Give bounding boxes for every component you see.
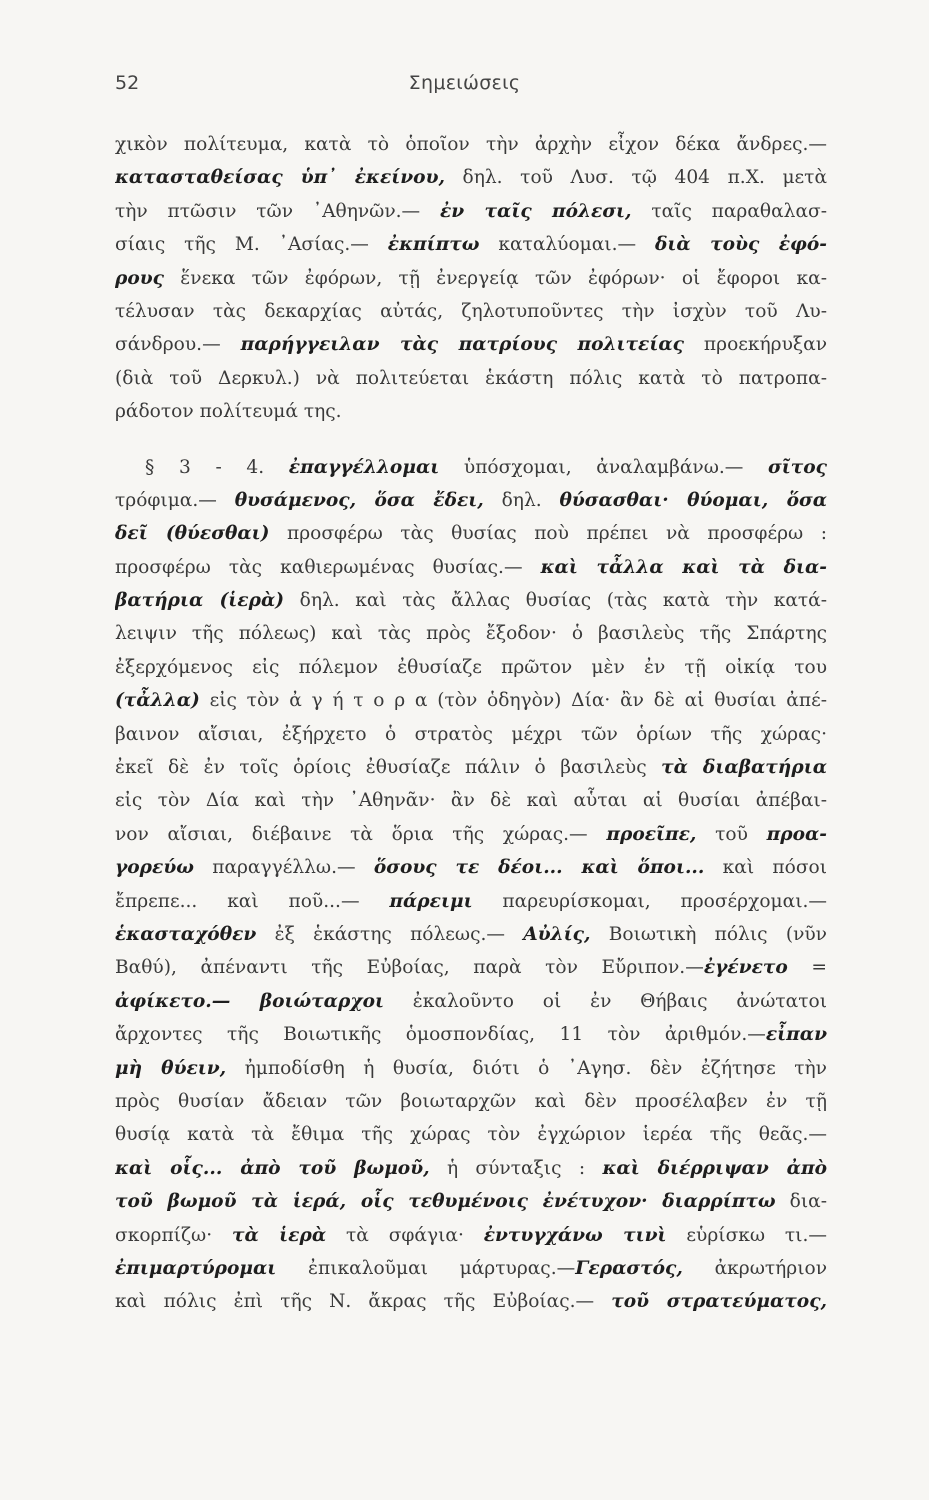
page-header xyxy=(115,72,814,102)
lemma-term: καὶ τἆλλα καὶ τὰ δια- xyxy=(540,556,827,578)
text-line xyxy=(115,161,827,194)
text-line xyxy=(115,851,827,884)
gloss-text: ἐπικαλοῦμαι μάρτυρας.— xyxy=(276,1257,576,1279)
gloss-text: προεκήρυξαν xyxy=(684,334,827,356)
text-line xyxy=(115,1085,827,1118)
gloss-text: τέλυσαν τὰς δεκαρχίας αὐτάς, ζηλοτυποῦντες τὴν ἰσχὺν τοῦ Λυ- xyxy=(115,300,827,322)
text-line xyxy=(115,517,827,550)
lemma-term: θύσασθαι· θύομαι, ὅσα xyxy=(559,489,827,511)
text-line xyxy=(115,1118,827,1151)
text-line xyxy=(115,1285,827,1318)
gloss-text: ἐξ ἑκάστης πόλεως.— xyxy=(256,923,524,945)
text-line xyxy=(115,718,827,751)
lemma-term: θυσάμενος, ὅσα ἔδει, xyxy=(234,489,484,511)
text-line xyxy=(115,651,827,684)
text-line xyxy=(115,228,827,261)
gloss-text: σάνδρου.— xyxy=(115,334,241,356)
gloss-text: ἐξερχόμενος εἰς πόλεμον ἐθυσίαζε πρῶτον μὲν ἐν τῇ οἰκίᾳ του xyxy=(115,656,827,678)
gloss-text: δια- xyxy=(775,1191,827,1213)
lemma-term: σῖτος xyxy=(768,456,827,478)
lemma-term: πάρειμι xyxy=(389,890,473,912)
running-title: Σημειώσεις xyxy=(408,72,521,94)
lemma-term: εἶπαν xyxy=(765,1024,827,1046)
notes-text xyxy=(115,128,827,1319)
lemma-term: τοῦ στρατεύματος, xyxy=(611,1291,827,1313)
gloss-text: Βοιωτικὴ πόλις (νῦν xyxy=(590,923,827,945)
gloss-text: πρὸς θυσίαν ἄδειαν τῶν βοιωταρχῶν καὶ δὲν προσέλαβεν ἐν τῇ xyxy=(115,1090,827,1112)
text-line xyxy=(115,195,827,228)
lemma-term: ἐπαγγέλλομαι xyxy=(288,456,440,478)
gloss-text: (διὰ τοῦ Δερκυλ.) νὰ πολιτεύεται ἑκάστη πόλις κατὰ τὸ πατροπα- xyxy=(115,367,827,389)
gloss-text: ἕνεκα τῶν ἐφόρων, τῇ ἐνεργείᾳ τῶν ἐφόρων· οἱ ἔφοροι κα- xyxy=(164,267,827,289)
text-line xyxy=(115,395,827,428)
text-line xyxy=(115,885,827,918)
lemma-term: μὴ θύειν, xyxy=(115,1057,227,1079)
gloss-text: προσφέρω τὰς καθιερωμένας θυσίας.— xyxy=(115,556,541,578)
gloss-text: βαινον αἴσιαι, ἐξήρχετο ὁ στρατὸς μέχρι τῶν ὁρίων τῆς χώρας· xyxy=(115,723,827,745)
text-line xyxy=(115,1219,827,1252)
lemma-term: ἐν ταῖς πόλεσι, xyxy=(439,200,632,222)
gloss-text: = xyxy=(787,957,827,979)
text-line xyxy=(115,362,827,395)
text-line xyxy=(115,262,827,295)
text-line xyxy=(115,918,827,951)
text-line xyxy=(115,951,827,984)
text-line xyxy=(115,1152,827,1185)
text-line xyxy=(115,784,827,817)
lemma-term: κατασταθείσας ὑπ᾽ ἐκείνου, xyxy=(115,167,445,189)
text-line xyxy=(115,1252,827,1285)
gloss-text: τρόφιμα.— xyxy=(115,489,235,511)
lemma-term: ἐπιμαρτύρομαι xyxy=(115,1257,277,1279)
gloss-text: καταλύομαι.— xyxy=(479,234,655,256)
text-line xyxy=(115,128,827,161)
lemma-term: τὰ διαβατήρια xyxy=(661,757,827,779)
text-line xyxy=(115,295,827,328)
gloss-text: προσφέρω τὰς θυσίας ποὺ πρέπει νὰ προσφέρω : xyxy=(269,523,827,545)
gloss-text: ταῖς παραθαλασ- xyxy=(631,200,827,222)
gloss-text: δηλ. xyxy=(483,489,560,511)
gloss-text: ράδοτον πολίτευμά της. xyxy=(115,401,342,423)
gloss-text: ἄρχοντες τῆς Βοιωτικῆς ὁμοσπονδίας, 11 τὸν ἀριθμόν.— xyxy=(115,1024,766,1046)
lemma-term: ὅσους τε δέοι... καὶ ὅποι... xyxy=(373,857,705,879)
lemma-term: καὶ διέρριψαν ἀπὸ xyxy=(602,1157,827,1179)
gloss-text: σίαις τῆς Μ. ᾽Ασίας.— xyxy=(115,234,388,256)
lemma-term: τοῦ βωμοῦ τὰ ἱερά, οἷς τεθυμένοις ἐνέτυχον· διαρρίπτω xyxy=(115,1191,776,1213)
lemma-term: καὶ οἷς... ἀπὸ τοῦ βωμοῦ, xyxy=(115,1157,430,1179)
gloss-text: τὰ σφάγια· xyxy=(326,1224,484,1246)
text-line xyxy=(115,617,827,650)
text-line xyxy=(115,1018,827,1051)
lemma-term: τὰ ἱερὰ xyxy=(231,1224,327,1246)
gloss-text: καὶ πόσοι xyxy=(704,857,827,879)
gloss-text: εἰς τὸν Δία καὶ τὴν ᾽Αθηνᾶν· ἂν δὲ καὶ αὗται αἱ θυσίαι ἀπέβαι- xyxy=(115,790,827,812)
lemma-term: Αὐλίς, xyxy=(523,923,591,945)
lemma-term: Γεραστός, xyxy=(575,1257,683,1279)
paragraph-gap xyxy=(115,429,827,451)
gloss-text: θυσίᾳ κατὰ τὰ ἔθιμα τῆς χώρας τὸν ἐγχώριον ἱερέα τῆς θεᾶς.— xyxy=(115,1124,827,1146)
text-line xyxy=(115,684,827,717)
gloss-text: ἐκαλοῦντο οἱ ἐν Θήβαις ἀνώτατοι xyxy=(383,990,827,1012)
lemma-term: ἐκπίπτω xyxy=(387,234,480,256)
lemma-term: βατήρια (ἱερὰ) xyxy=(115,590,285,612)
lemma-term: διὰ τοὺς ἐφό- xyxy=(655,234,827,256)
lemma-term: βοιώταρχοι xyxy=(259,990,384,1012)
text-line xyxy=(115,484,827,517)
gloss-text: σκορπίζω· xyxy=(115,1224,232,1246)
gloss-text: Βαθύ), ἀπέναντι τῆς Εὐβοίας, παρὰ τὸν Εὔριπον.— xyxy=(115,957,704,979)
lemma-term: παρήγγειλαν τὰς πατρίους πολιτείας xyxy=(240,334,684,356)
gloss-text: δηλ. τοῦ Λυσ. τῷ 404 π.Χ. μετὰ xyxy=(444,167,827,189)
gloss-text: παρευρίσκομαι, προσέρχομαι.— xyxy=(472,890,827,912)
gloss-text: ἠμποδίσθη ἡ θυσία, διότι ὁ ᾽Αγησ. δὲν ἐζήτησε τὴν xyxy=(226,1057,827,1079)
gloss-text: λειψιν τῆς πόλεως) καὶ τὰς πρὸς ἔξοδον· ὁ βασιλεὺς τῆς Σπάρτης xyxy=(115,623,827,645)
text-line xyxy=(115,328,827,361)
text-line xyxy=(115,584,827,617)
gloss-text: § 3 - 4. xyxy=(145,456,289,478)
text-line xyxy=(115,751,827,784)
text-line xyxy=(115,451,827,484)
text-line xyxy=(115,818,827,851)
gloss-text: ἐκεῖ δὲ ἐν τοῖς ὁρίοις ἐθυσίαζε πάλιν ὁ βασιλεὺς xyxy=(115,757,662,779)
lemma-term: προα- xyxy=(766,823,827,845)
lemma-term: ἀφίκετο.— xyxy=(115,990,260,1012)
gloss-text: τοῦ xyxy=(696,823,767,845)
lemma-term: προεῖπε, xyxy=(606,823,697,845)
text-line xyxy=(115,551,827,584)
gloss-text: χικὸν πολίτευμα, κατὰ τὸ ὁποῖον τὴν ἀρχὴν εἶχον δέκα ἄνδρες.— xyxy=(115,134,827,155)
gloss-text: παραγγέλλω.— xyxy=(193,857,374,879)
lemma-term: ἑκασταχόθεν xyxy=(115,923,257,945)
lemma-term: ἐντυγχάνω τινὶ xyxy=(483,1224,667,1246)
lemma-term: ρους xyxy=(115,267,164,289)
lemma-term: δεῖ (θύεσθαι) xyxy=(115,523,270,545)
gloss-text: νον αἴσιαι, διέβαινε τὰ ὅρια τῆς χώρας.— xyxy=(115,823,607,845)
text-line xyxy=(115,985,827,1018)
gloss-text: ἀκρωτήριον xyxy=(682,1257,827,1279)
gloss-text: ἡ σύνταξις : xyxy=(429,1157,603,1179)
gloss-text: ὑπόσχομαι, ἀναλαμβάνω.— xyxy=(439,456,769,478)
gloss-text: τὴν πτῶσιν τῶν ᾽Αθηνῶν.— xyxy=(115,200,440,222)
gloss-text: δηλ. καὶ τὰς ἄλλας θυσίας (τὰς κατὰ τὴν κατά- xyxy=(284,590,827,612)
gloss-text: ἔπρεπε... καὶ ποῦ...— xyxy=(115,890,390,912)
gloss-text: καὶ πόλις ἐπὶ τῆς Ν. ἄκρας τῆς Εὐβοίας.— xyxy=(115,1291,612,1313)
lemma-term: γορεύω xyxy=(115,857,194,879)
lemma-term: ἐγένετο xyxy=(703,957,788,979)
lemma-term: (τἆλλα) xyxy=(115,690,200,712)
text-line xyxy=(115,1052,827,1085)
page-number: 52 xyxy=(115,72,140,94)
text-line xyxy=(115,1185,827,1218)
gloss-text: εὑρίσκω τι.— xyxy=(666,1224,827,1246)
gloss-text: εἰς τὸν ἀ γ ή τ ο ρ α (τὸν ὁδηγὸν) Δία· ἂν δὲ αἱ θυσίαι ἀπέ- xyxy=(199,690,827,712)
